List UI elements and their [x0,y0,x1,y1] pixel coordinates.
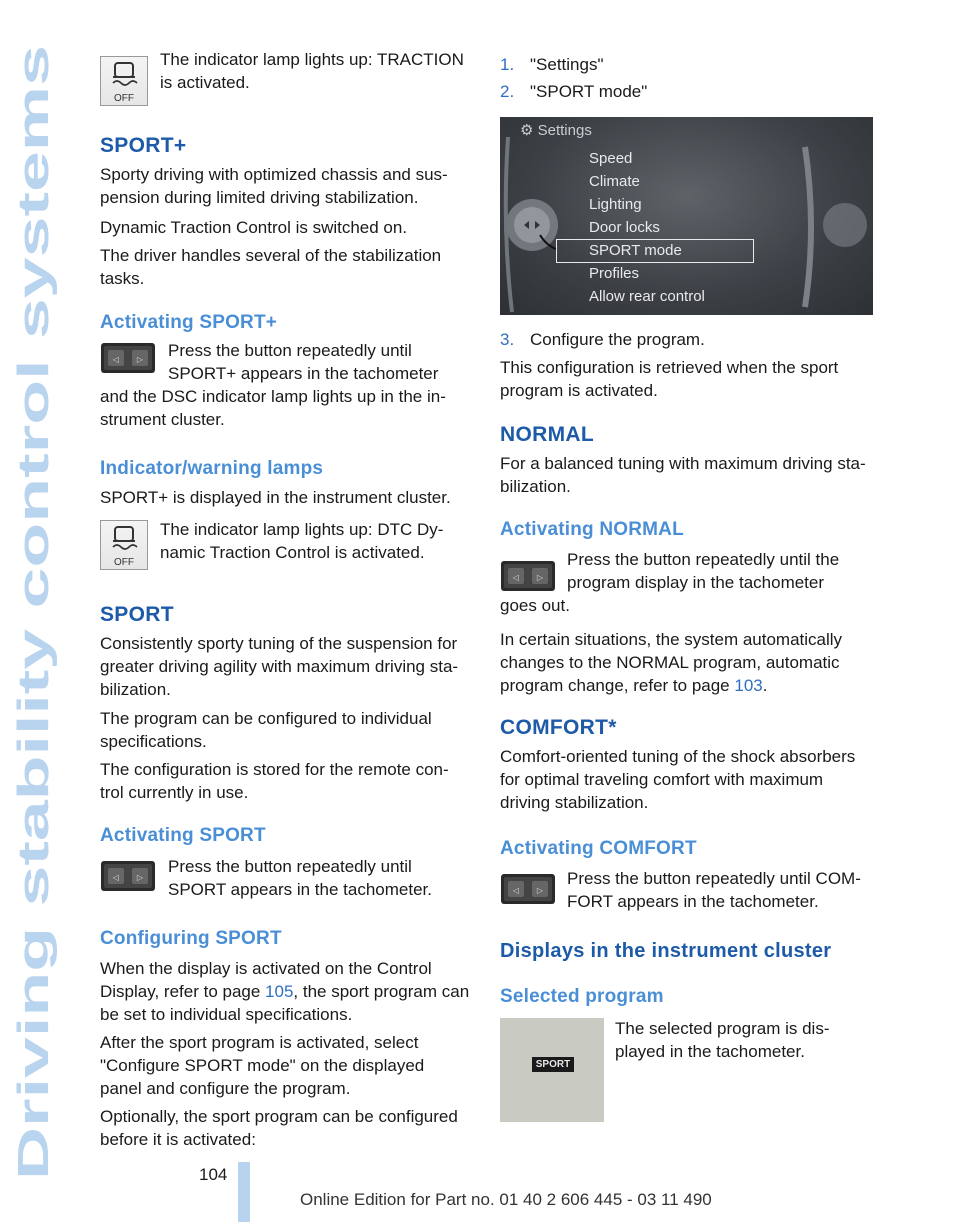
svg-text:OFF: OFF [114,93,134,104]
sport-plus-p1: Sporty driving with optimized chassis and sus-pension during limited driving stabilization. [100,165,448,207]
activating-normal-p2: In certain situations, the system automatically changes to the NORMAL program, automatic program change, refer to page 103. [500,630,843,695]
menu-selection-frame [556,239,754,263]
displays-heading: Displays in the instrument cluster [500,940,832,962]
svg-text:▷: ▷ [136,355,144,364]
dtc-lamp-icon [100,520,148,570]
indicator-heading: Indicator/warning lamps [100,458,324,479]
sport-plus-heading: SPORT+ [100,134,187,157]
menu-item-profiles[interactable]: Profiles [589,265,640,282]
svg-text:◁: ◁ [112,355,120,364]
control-display-screenshot [500,117,873,315]
svg-text:▷: ▷ [136,873,144,882]
activating-comfort-heading: Activating COMFORT [500,838,697,859]
page-number: 104 [199,1165,228,1184]
configuring-p1: When the display is activated on the Control Display, refer to page 105, the sport program can be set to individual specifications. [100,959,470,1024]
page-link-105[interactable]: 105 [265,982,294,1001]
settings-menu [589,147,705,308]
activating-sport-plus-heading: Activating SPORT+ [100,312,278,333]
selected-program-text: The selected program is dis-played in the tachometer. [615,1019,830,1061]
step-3: 3. Configure the program. [500,330,705,349]
svg-text:▷: ▷ [536,573,544,582]
menu-item-lighting[interactable]: Lighting [589,196,642,213]
activating-normal-line1: Press the button repeatedly until the [567,550,840,569]
sport-plus-p2: Dynamic Traction Control is switched on. [100,218,408,237]
sport-heading: SPORT [100,603,174,626]
menu-item-allow-rear-control[interactable]: Allow rear control [589,288,705,305]
menu-item-door-locks[interactable]: Door locks [589,219,660,236]
sport-p1: Consistently sporty tuning of the suspension for greater driving agility with maximum driving sta-bilization. [100,634,459,699]
comfort-heading: COMFORT* [500,716,617,739]
sport-p3: The configuration is stored for the remote con-trol currently in use. [100,760,449,802]
activating-sport-plus-line2: SPORT+ appears in the tachometer [168,364,439,383]
svg-text:◁: ◁ [112,873,120,882]
driving-dynamics-button-icon [500,870,556,908]
configuring-p2: After the sport program is activated, select "Configure SPORT mode" on the displayed panel and configure the program. [100,1033,425,1098]
driving-dynamics-button-icon [100,339,156,377]
comfort-p1: Comfort-oriented tuning of the shock absorbers for optimal traveling comfort with maximum driving stabilization. [500,747,856,812]
activating-normal-rest: goes out. [500,596,570,615]
footer-bar [238,1162,250,1222]
svg-text:OFF: OFF [114,557,134,568]
traction-off-lamp-icon [100,56,148,106]
driving-dynamics-button-icon [100,857,156,895]
normal-p1: For a balanced tuning with maximum driving sta-bilization. [500,454,866,496]
tachometer-display-image [500,1018,604,1122]
retrieved-text: This configuration is retrieved when the sport program is activated. [500,358,839,400]
menu-item-climate[interactable]: Climate [589,173,640,190]
svg-text:◁: ◁ [512,886,520,895]
normal-heading: NORMAL [500,423,594,446]
footer-text: Online Edition for Part no. 01 40 2 606 445 - 03 11 490 [300,1190,712,1209]
activating-normal-line2: program display in the tachometer [567,573,825,592]
page-link-103[interactable]: 103 [734,676,763,695]
side-title [8,40,58,1180]
activating-sport-plus-rest: and the DSC indicator lamp lights up in the in-strument cluster. [100,387,446,429]
settings-header: ⚙ Settings [520,122,592,139]
configuring-sport-heading: Configuring SPORT [100,928,282,949]
activating-sport-heading: Activating SPORT [100,825,266,846]
indicator-p1: SPORT+ is displayed in the instrument cluster. [100,488,451,507]
sport-plus-p3: The driver handles several of the stabilization tasks. [100,246,442,288]
side-title-text: Driving stability control systems [9,500,58,1180]
sport-p2: The program can be configured to individual specifications. [100,709,432,751]
activating-comfort-text: Press the button repeatedly until COM-FORT appears in the tachometer. [567,869,861,911]
configuring-p3: Optionally, the sport program can be configured before it is activated: [100,1107,458,1149]
lamp1-text: The indicator lamp lights up: TRACTION is activated. [160,50,464,92]
activating-sport-plus-line1: Press the button repeatedly until [168,341,412,360]
gear-icon: ⚙ [520,122,534,139]
driving-dynamics-button-icon [500,557,556,595]
step-2: 2. "SPORT mode" [500,82,648,101]
menu-item-sport-mode[interactable]: SPORT mode [589,242,682,259]
sport-badge: SPORT [532,1057,574,1072]
step-1: 1. "Settings" [500,55,604,74]
activating-normal-heading: Activating NORMAL [500,519,684,540]
svg-text:◁: ◁ [512,573,520,582]
svg-text:▷: ▷ [536,886,544,895]
activating-sport-text: Press the button repeatedly until SPORT appears in the tachometer. [168,857,432,899]
selected-program-heading: Selected program [500,986,664,1007]
indicator-lamp-text: The indicator lamp lights up: DTC Dy-namic Traction Control is activated. [160,520,444,562]
menu-item-speed[interactable]: Speed [589,150,633,167]
